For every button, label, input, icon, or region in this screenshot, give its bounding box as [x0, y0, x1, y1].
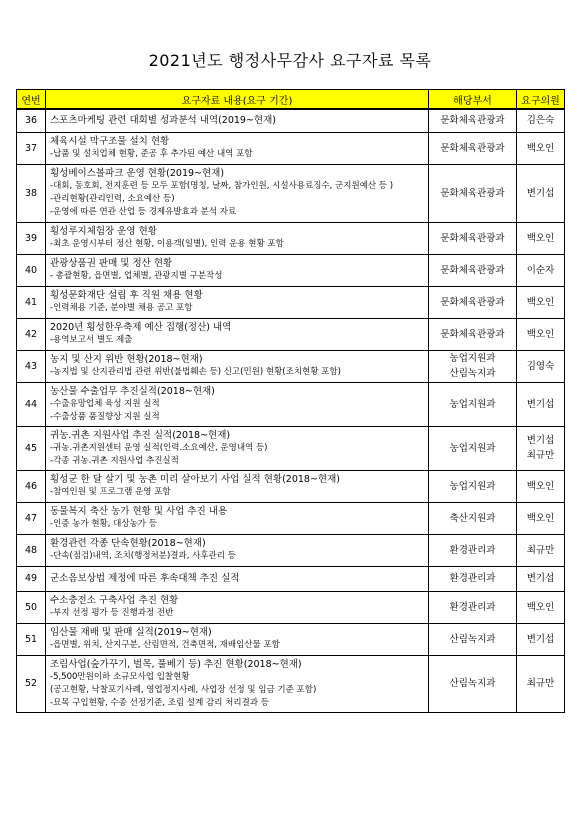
request-title: 조림사업(숲가꾸기, 벌목, 풀베기 등) 추진 현황(2018~현재) — [50, 658, 302, 670]
requester-name: 변기섭 — [526, 633, 555, 645]
header-dept: 해당부서 — [429, 90, 517, 110]
department-name: 농업지원과 — [449, 353, 496, 364]
table-row — [17, 502, 565, 534]
row-content — [46, 222, 429, 254]
row-requester — [517, 591, 565, 623]
row-department — [429, 164, 517, 222]
row-department — [429, 350, 517, 382]
row-number: 40 — [17, 254, 46, 286]
requester-name: 이순자 — [526, 264, 555, 276]
row-requester — [517, 382, 565, 426]
request-detail: (공고현황, 낙찰포기사례, 영업정지사례, 사업장 선정 및 임금 기준 포함) — [50, 684, 317, 695]
document-title: 2021년도 행정사무감사 요구자료 목록 — [148, 51, 432, 70]
department-name: 환경관리과 — [449, 601, 496, 613]
row-content — [46, 318, 429, 350]
table-row — [17, 591, 565, 623]
row-department — [429, 109, 517, 132]
row-content — [46, 502, 429, 534]
row-content — [46, 109, 429, 132]
department-name: 문화체육관광과 — [440, 328, 505, 340]
request-title: 횡성군 한 달 살기 및 농촌 미리 살아보기 사업 실적 현황(2018~현재) — [50, 474, 340, 485]
table-header-row — [17, 90, 565, 110]
requester-name: 최규만 — [526, 678, 555, 689]
request-detail: -대회, 동호회, 전지훈련 등 모두 포함(명칭, 날짜, 참가인원, 시설사용료징수, 군지원예산 등 ) — [50, 181, 394, 191]
row-content — [46, 254, 429, 286]
requester-name: 최규만 — [526, 544, 555, 556]
department-name: 농업지원과 — [449, 398, 496, 410]
request-title: 수소충전소 구축사업 추진 현황 — [50, 595, 179, 606]
request-detail: -5,500만원이하 소규모사업 입찰현황 — [50, 671, 190, 682]
row-requester — [517, 470, 565, 502]
request-detail: -단속(점검)내역, 조치(행정처분)결과, 사후관리 등 — [50, 551, 236, 561]
table-row — [17, 254, 565, 286]
request-detail: -부지 선정 평가 등 진행과정 전반 — [50, 608, 174, 618]
request-detail: -관리현황(관리인력, 소요예산 등) — [50, 194, 175, 204]
table-row — [17, 426, 565, 470]
request-detail: -각종 귀농.귀촌 지원사업 추진실적 — [50, 455, 179, 466]
row-content — [46, 132, 429, 164]
request-title: 동물복지 축산 농가 현황 및 사업 추진 내용 — [50, 506, 228, 517]
request-detail: -용역보고서 별도 제출 — [50, 335, 133, 345]
table-row — [17, 318, 565, 350]
row-number: 41 — [17, 286, 46, 318]
request-list-table — [16, 89, 565, 713]
request-title: 환경관련 각종 단속현황(2018~현재) — [50, 538, 206, 549]
table-row — [17, 566, 565, 591]
header-num: 연번 — [17, 90, 46, 110]
table-row — [17, 109, 565, 132]
request-detail: -묘목 구입현황, 수종 선정기준, 조림 설계 감리 처리결과 등 — [50, 697, 269, 708]
department-name: 축산지원과 — [449, 512, 496, 524]
row-content — [46, 382, 429, 426]
row-department — [429, 591, 517, 623]
row-number: 38 — [17, 164, 46, 222]
requester-name: 백오인 — [526, 512, 555, 524]
request-title: 임산물 재배 및 판매 실적(2019~현재) — [50, 627, 212, 638]
row-department — [429, 318, 517, 350]
table-row — [17, 132, 565, 164]
request-detail: -농지법 및 산지관리법 관련 위반(불법훼손 등) 신고(민원) 현황(조치현황 포함) — [50, 367, 341, 377]
row-number: 51 — [17, 623, 46, 655]
table-row — [17, 623, 565, 655]
row-department — [429, 426, 517, 470]
row-number: 42 — [17, 318, 46, 350]
requester-name: 백오인 — [526, 328, 555, 340]
row-department — [429, 254, 517, 286]
department-name: 농업지원과 — [449, 442, 496, 454]
row-requester — [517, 426, 565, 470]
row-content — [46, 591, 429, 623]
table-row — [17, 350, 565, 382]
row-content — [46, 534, 429, 566]
request-detail: -운영에 따른 연관 산업 등 경제유발효과 분석 자료 — [50, 207, 237, 217]
row-requester — [517, 318, 565, 350]
row-department — [429, 655, 517, 712]
row-department — [429, 132, 517, 164]
row-requester — [517, 109, 565, 132]
request-detail: -수출유망업체 육성 지원 실적 — [50, 398, 160, 409]
row-department — [429, 623, 517, 655]
request-title: 스포츠마케팅 관련 대회별 성과분석 내역(2019~현재) — [50, 115, 276, 127]
department-name: 산림녹지과 — [449, 678, 496, 689]
row-requester — [517, 502, 565, 534]
requester-name: 최규만 — [526, 450, 555, 461]
requester-name: 김은숙 — [526, 115, 555, 127]
row-department — [429, 470, 517, 502]
department-name: 문화체육관광과 — [440, 142, 505, 154]
requester-name: 변기섭 — [526, 398, 555, 410]
table-row — [17, 655, 565, 712]
department-name: 문화체육관광과 — [440, 187, 505, 199]
row-number: 52 — [17, 655, 46, 712]
request-detail: -납품 및 설치업체 현황, 준공 후 추가된 예산 내역 포함 — [50, 149, 253, 159]
row-content — [46, 164, 429, 222]
request-detail: -수출상품 품질향상 지원 실적 — [50, 411, 160, 422]
table-row — [17, 470, 565, 502]
table-row — [17, 382, 565, 426]
table-row — [17, 534, 565, 566]
row-requester — [517, 655, 565, 712]
row-content — [46, 470, 429, 502]
requester-name: 백오인 — [526, 601, 555, 613]
department-name: 문화체육관광과 — [440, 232, 505, 244]
row-number: 37 — [17, 132, 46, 164]
row-department — [429, 534, 517, 566]
request-detail: -귀농.귀촌지원센터 운영 실적(인력.소요예산, 운영내역 등) — [50, 442, 268, 453]
row-number: 39 — [17, 222, 46, 254]
row-department — [429, 286, 517, 318]
request-title: 관광상품권 판매 및 정산 현황 — [50, 258, 173, 269]
row-requester — [517, 350, 565, 382]
row-department — [429, 382, 517, 426]
request-title: 귀농.귀촌 지원사업 추진 실적(2018~현재) — [50, 429, 231, 441]
department-name: 문화체육관광과 — [440, 296, 505, 308]
requester-name: 김영숙 — [526, 360, 555, 372]
table-row — [17, 286, 565, 318]
requester-name: 백오인 — [526, 232, 555, 244]
row-content — [46, 286, 429, 318]
row-department — [429, 222, 517, 254]
request-title: 농산물 수출업무 추진실적(2018~현재) — [50, 385, 215, 397]
row-number: 43 — [17, 350, 46, 382]
requester-name: 백오인 — [526, 142, 555, 154]
row-number: 50 — [17, 591, 46, 623]
requester-name: 백오인 — [526, 296, 555, 308]
request-title: 체육시설 막구조물 설치 현황 — [50, 136, 170, 147]
table-body — [17, 109, 565, 712]
request-detail: -참여인원 및 프로그램 운영 포함 — [50, 487, 171, 497]
row-requester — [517, 254, 565, 286]
row-requester — [517, 534, 565, 566]
department-name: 산림녹지과 — [449, 368, 496, 379]
row-number: 36 — [17, 109, 46, 132]
department-name: 문화체육관광과 — [440, 115, 505, 127]
row-number: 46 — [17, 470, 46, 502]
requester-name: 백오인 — [526, 480, 555, 492]
request-title: 횡성문화재단 설립 후 직원 채용 현황 — [50, 290, 203, 301]
department-name: 문화체육관광과 — [440, 264, 505, 276]
row-requester — [517, 566, 565, 591]
request-detail: - 총괄현황, 읍면별, 업체별, 관광지별 구분작성 — [50, 271, 223, 281]
requester-name: 변기섭 — [526, 435, 555, 446]
row-number: 47 — [17, 502, 46, 534]
request-title: 횡성루지체험장 운영 현황 — [50, 226, 157, 237]
row-requester — [517, 132, 565, 164]
row-content — [46, 350, 429, 382]
request-title: 횡성베이스볼파크 운영 현황(2019~현재) — [50, 168, 225, 179]
request-title: 2020년 횡성한우축제 예산 집행(정산) 내역 — [50, 322, 232, 333]
row-content — [46, 426, 429, 470]
department-name: 산림녹지과 — [449, 633, 496, 645]
department-name: 농업지원과 — [449, 480, 496, 492]
header-req: 요구의원 — [517, 90, 565, 110]
requester-name: 변기섭 — [526, 187, 555, 199]
request-detail: -최초 운영시부터 정산 현황, 이용객(일별), 인력 운용 현황 포함 — [50, 239, 284, 249]
requester-name: 변기섭 — [526, 573, 555, 584]
row-number: 45 — [17, 426, 46, 470]
row-content — [46, 623, 429, 655]
row-number: 49 — [17, 566, 46, 591]
row-requester — [517, 286, 565, 318]
table-row — [17, 164, 565, 222]
row-number: 44 — [17, 382, 46, 426]
request-title: 농지 및 산지 위반 현황(2018~현재) — [50, 354, 203, 365]
row-number: 48 — [17, 534, 46, 566]
header-content: 요구자료 내용(요구 기간) — [46, 90, 429, 110]
row-department — [429, 502, 517, 534]
row-requester — [517, 623, 565, 655]
request-detail: -읍면별, 위치, 산지구분, 산림면적, 건축면적, 재배임산물 포함 — [50, 640, 280, 650]
department-name: 환경관리과 — [449, 544, 496, 556]
row-department — [429, 566, 517, 591]
department-name: 환경관리과 — [449, 573, 496, 584]
request-detail: -인력채용 기준, 분야별 채용 공고 포함 — [50, 303, 193, 313]
request-title: 군소음보상법 제정에 따른 후속대책 추진 실적 — [50, 573, 240, 584]
request-detail: -인증 농가 현황, 대상농가 등 — [50, 519, 157, 529]
row-requester — [517, 164, 565, 222]
row-content — [46, 655, 429, 712]
row-content — [46, 566, 429, 591]
row-requester — [517, 222, 565, 254]
table-row — [17, 222, 565, 254]
